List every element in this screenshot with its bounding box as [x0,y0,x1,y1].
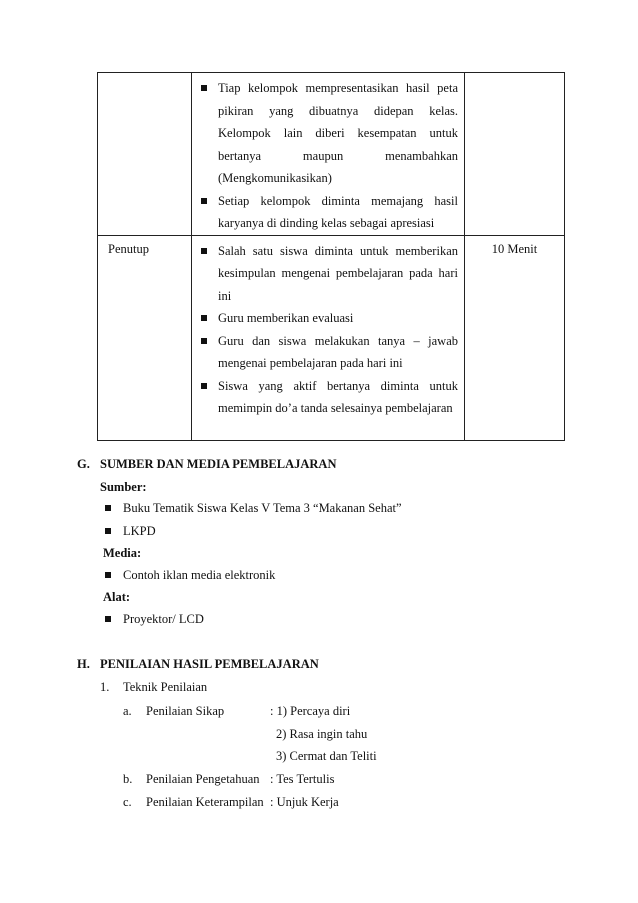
sub-letter: b. [123,772,133,786]
sub-value: : Unjuk Kerja [270,795,339,809]
duration-label [465,73,564,79]
sub-label: Penilaian Sikap [146,704,225,718]
list-item: LKPD [123,524,156,538]
list-item: Contoh iklan media elektronik [123,568,276,582]
section-h-title: PENILAIAN HASIL PEMBELAJARAN [100,657,319,671]
sub-letter: a. [123,704,132,718]
media-label: Media: [103,546,142,560]
stage-label: Penutup [108,241,149,256]
duration-cell [465,73,565,236]
activities-cell [192,235,465,440]
sub-label: Penilaian Pengetahuan [146,772,260,786]
item-number: 1. [100,680,110,694]
sub-value: 3) Cermat dan Teliti [276,749,377,763]
list-item: Proyektor/ LCD [123,612,204,626]
sumber-label: Sumber: [100,480,147,494]
stage-label [98,73,191,79]
item-label: Teknik Penilaian [123,680,208,694]
list-item: Tiap kelompok mempresentasikan hasil peta pikiran yang dibuatnya didepan kelas. Kelompok lain diberi kesempatan untuk bertanya maupun menambahkan (Mengkomunikasikan) [198,77,458,190]
stage-cell [98,235,192,440]
duration-label: 10 Menit [491,241,538,256]
sub-value: : 1) Percaya diri [270,704,351,718]
alat-label: Alat: [103,590,131,604]
table-row [98,73,565,236]
sub-label: Penilaian Keterampilan [146,795,264,809]
table-row [98,235,565,440]
lesson-activity-table [97,72,565,441]
list-item: Setiap kelompok diminta memajang hasil karyanya di dinding kelas sebagai apresiasi [198,190,458,235]
list-item: Buku Tematik Siswa Kelas V Tema 3 “Makanan Sehat” [123,501,402,515]
activities-cell [192,73,465,236]
list-item: Guru dan siswa melakukan tanya – jawab mengenai pembelajaran pada hari ini [198,330,458,375]
sub-value: 2) Rasa ingin tahu [276,727,368,741]
list-item: Siswa yang aktif bertanya diminta untuk memimpin do’a tanda selesainya pembelajaran [198,375,458,420]
duration-cell [465,235,565,440]
section-g-title: SUMBER DAN MEDIA PEMBELAJARAN [100,457,337,471]
sub-letter: c. [123,795,132,809]
section-h-letter: H. [77,657,90,671]
list-item: Salah satu siswa diminta untuk memberikan kesimpulan mengenai pembelajaran pada hari ini [198,240,458,308]
sub-value: : Tes Tertulis [270,772,335,786]
section-g-letter: G. [77,457,90,471]
list-item: Guru memberikan evaluasi [198,307,458,330]
stage-cell [98,73,192,236]
